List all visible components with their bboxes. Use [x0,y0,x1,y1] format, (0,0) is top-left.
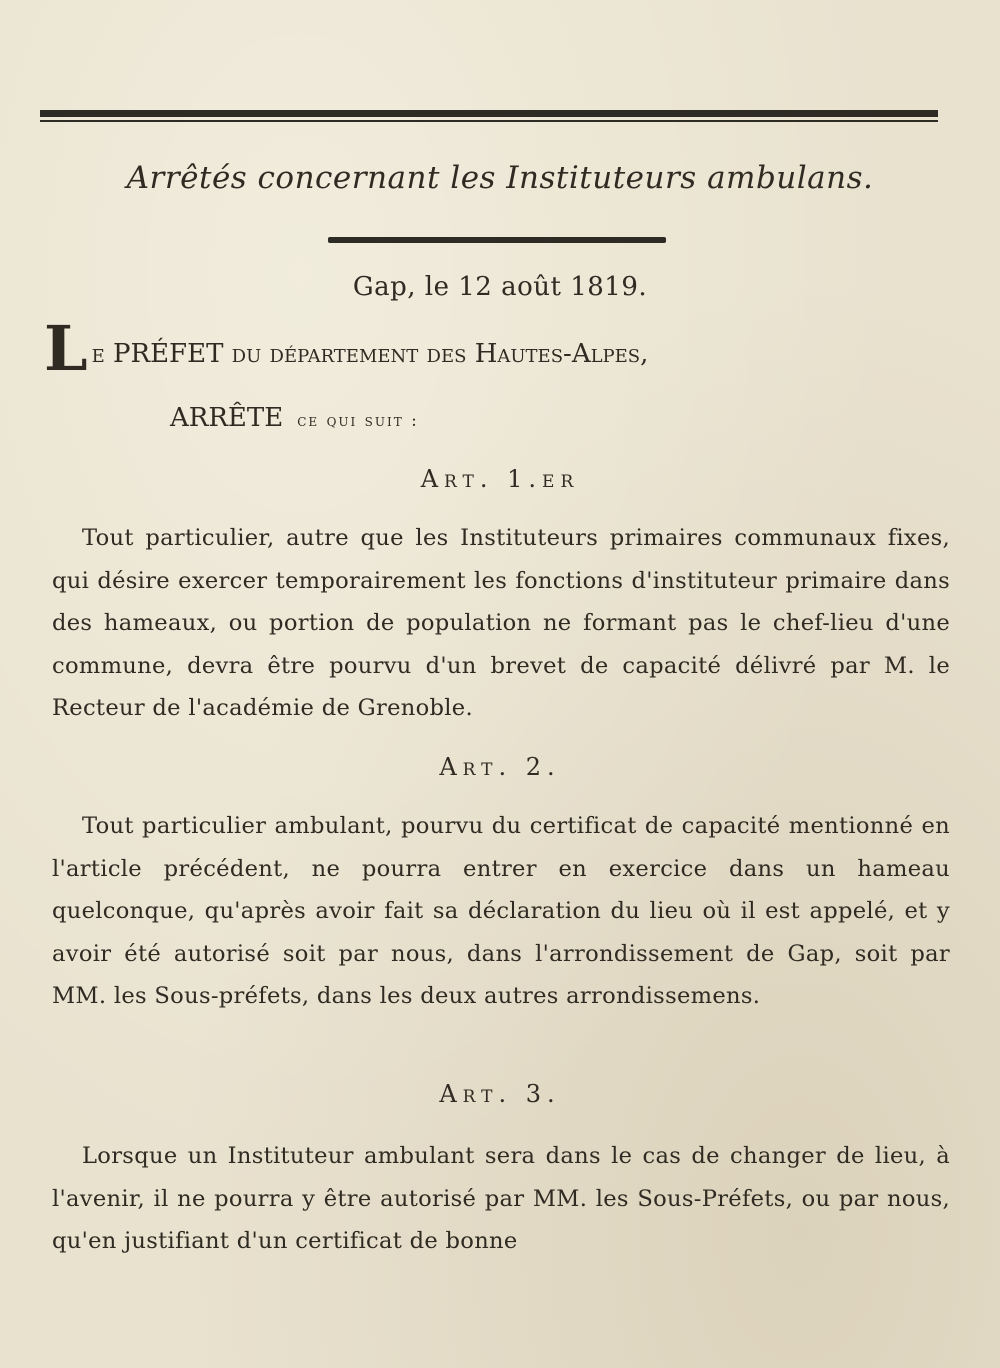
article-2-text: Tout particulier ambulant, pourvu du certificat de capacité mentionné en l'article précédent, ne pourra entrer en exercice dans un hameau quelconque, qu'après avoir fait sa déclaration du lieu où il est appelé, et y avoir été autorisé soit par nous, dans l'arrondissement de Gap, soit par MM. les Sous-préfets, dans les deux autres arrondissemens. [52,813,950,1009]
document-title: Arrêtés concernant les Instituteurs ambulans. [126,160,874,196]
drop-cap: L [44,312,88,385]
article-1-heading: Art. 1.er [420,465,580,493]
article-3-heading: Art. 3. [439,1080,561,1108]
top-rule-thick [40,110,938,117]
article-2-heading: Art. 2. [439,753,561,781]
arrete-word: ARRÊTE [170,403,284,433]
date-line: Gap, le 12 août 1819. [352,272,648,302]
title-underline-rule [328,237,666,243]
arrete-rest: ce qui suit : [297,411,419,431]
arrete-line [170,403,419,433]
article-1-text: Tout particulier, autre que les Instituteurs primaires communaux fixes, qui désire exercer temporairement les fonctions d'instituteur primaire dans des hameaux, ou portion de population ne formant pas le chef-lieu d'une commune, devra être pourvu d'un brevet de capacité délivré par M. le Recteur de l'académie de Grenoble. [52,525,950,721]
top-rule-thin [40,120,938,122]
top-double-rule [40,110,938,124]
prefet-line [44,312,944,385]
article-3-text: Lorsque un Instituteur ambulant sera dans le cas de changer de lieu, à l'avenir, il ne pourra y être autorisé par MM. les Sous-Préfets, ou par nous, qu'en justifiant d'un certificat de bonne [52,1143,950,1254]
prefet-text: e PRÉFET du département des Hautes-Alpes, [91,339,649,369]
